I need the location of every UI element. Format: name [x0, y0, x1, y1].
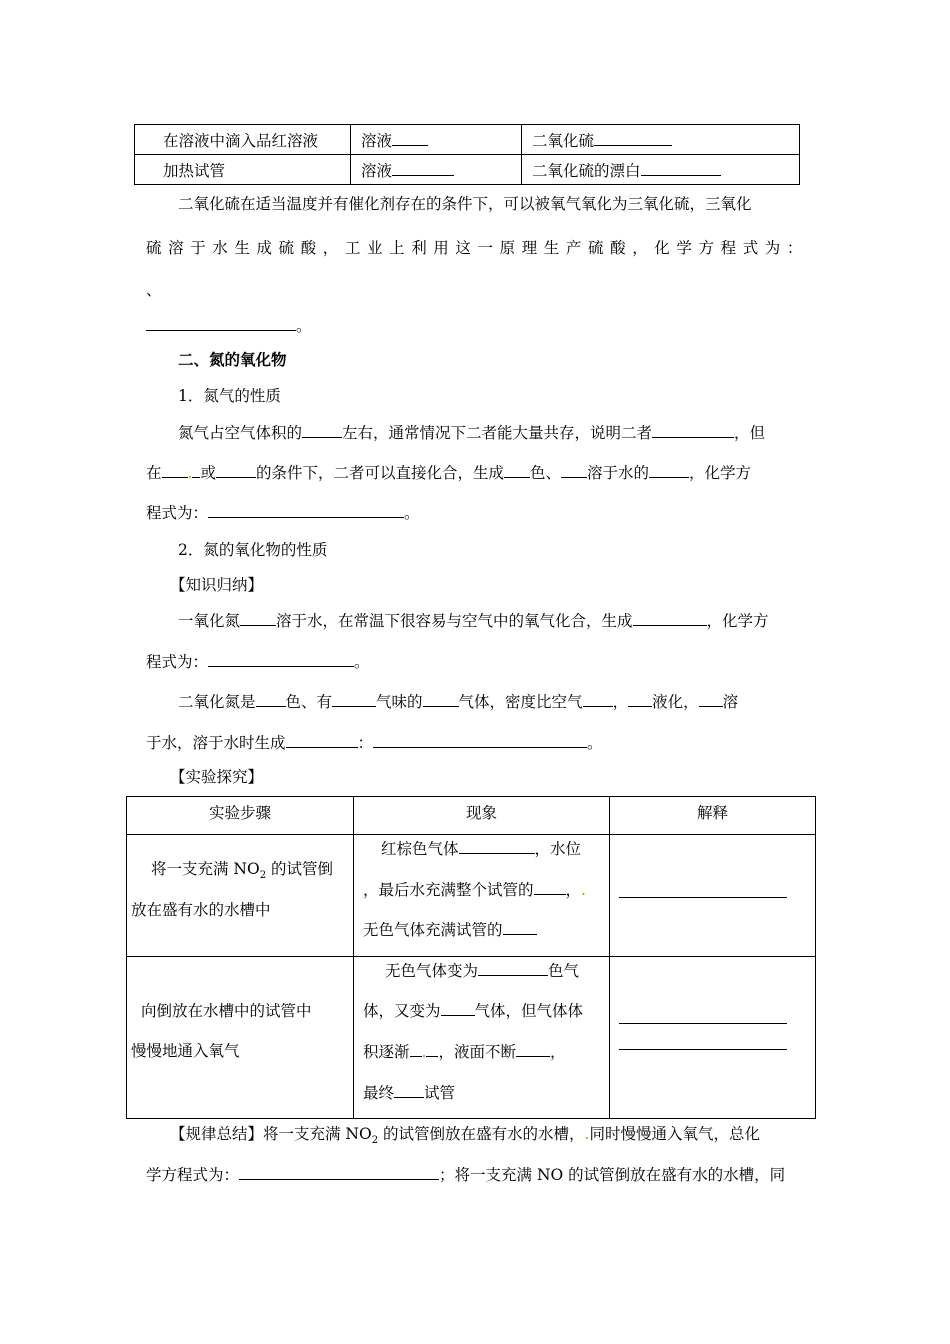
row2-step: 慢慢地通入氧气	[131, 1042, 240, 1060]
subheading: 2．氮的氧化物的性质	[178, 541, 328, 559]
row2-explanation-blank	[619, 1023, 787, 1024]
subheading: 1．氮气的性质	[178, 387, 281, 405]
row2-phenomenon: 体，又变为 气体，但气体体	[363, 1002, 584, 1020]
row2-step: 向倒放在水槽中的试管中	[141, 1002, 312, 1020]
row1-phenomenon: 红棕色气体 ，水位	[381, 840, 582, 858]
summary-line: 【规律总结】将一支充满 $NO_2$ 的试管倒放在盛有水的水槽，.同时慢慢通入氧气，总化	[170, 1125, 760, 1147]
cell: 溶液	[361, 161, 393, 180]
text-line: 二氧化氮是 色、有 气味的 气体，密度比空气 ， 液化， 溶	[178, 693, 739, 711]
text-line: 二氧化硫在适当温度并有催化剂存在的条件下，可以被氧气氧化为三氧化硫，三氧化	[178, 195, 752, 213]
answer-line: 。	[146, 314, 312, 336]
row2-phenomenon: 积逐渐 . ，液面不断 ，	[363, 1043, 566, 1061]
blank	[594, 131, 672, 146]
row1-explanation-blank	[619, 897, 787, 898]
text-line: 一氧化氮 溶于水，在常温下很容易与空气中的氧气化合，生成 ，化学方	[178, 612, 769, 630]
text-line: 硫溶于水生成硫酸，工业上利用这一原理生产硫酸，化学方程式为：	[146, 239, 810, 257]
header-steps: 实验步骤	[208, 804, 271, 822]
text-line: 氮气占空气体积的 左右，通常情况下二者能大量共存，说明二者 ，但	[178, 424, 766, 442]
row2-phenomenon: 无色气体变为 色气	[385, 962, 580, 980]
cell: 溶液	[361, 131, 393, 150]
cell: 加热试管	[163, 161, 226, 180]
experiment-table	[126, 796, 816, 1119]
row2-phenomenon: 最终 试管	[363, 1084, 456, 1102]
row1-phenomenon: 无色气体充满试管的	[363, 920, 537, 940]
cell: 在溶液中滴入品红溶液	[163, 131, 319, 150]
row2-explanation-blank	[619, 1049, 787, 1050]
row1-step: 放在盛有水的水槽中	[131, 901, 271, 919]
text-line: 、	[146, 281, 162, 299]
knowledge-label: 【知识归纳】	[170, 576, 264, 594]
section-heading: 二、氮的氧化物	[178, 350, 287, 369]
text-line: 程式为： 。	[146, 653, 370, 671]
blank	[641, 161, 721, 176]
text-line: 于水，溶于水时生成 ： 。	[146, 734, 603, 752]
text-line: 程式为： 。	[146, 504, 420, 522]
text-line: 在 . 或 的条件下，二者可以直接化合，生成 色、 溶于水的 ，化学方	[146, 464, 752, 482]
header-phenomenon: 现象	[465, 804, 497, 822]
cell: 二氧化硫	[532, 131, 595, 150]
row1-phenomenon: ，最后水充满整个试管的 ，.	[363, 881, 586, 899]
top-table	[134, 124, 800, 185]
blank	[392, 161, 454, 176]
blank	[146, 316, 296, 331]
summary-line: 学方程式为： ；将一支充满 NO 的试管倒放在盛有水的水槽，同	[146, 1166, 786, 1184]
cell: 二氧化硫的漂白	[532, 161, 641, 180]
experiment-label: 【实验探究】	[170, 768, 264, 786]
row1-step: 将一支充满 $NO_2$ 的试管倒	[151, 860, 334, 882]
header-explanation: 解释	[696, 804, 728, 822]
blank	[392, 131, 428, 146]
